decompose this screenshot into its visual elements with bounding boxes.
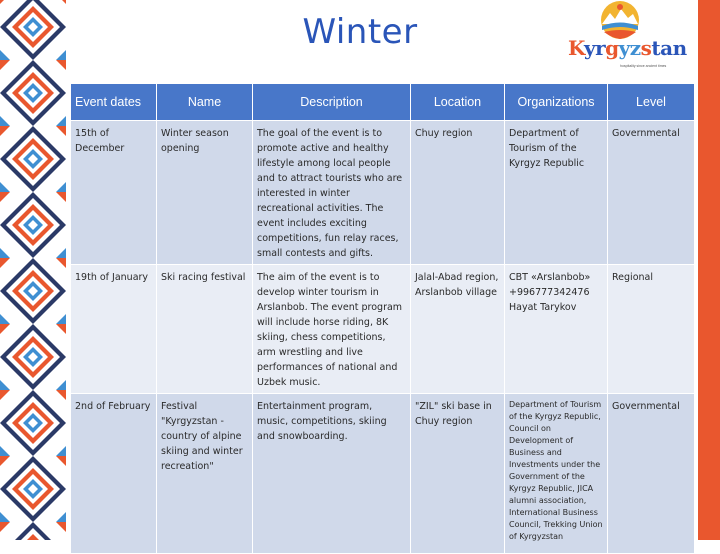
logo-tagline: hospitality since ancient times — [620, 64, 667, 68]
cell-level: Governmental — [608, 121, 695, 265]
accent-bar — [698, 0, 720, 540]
page-title: Winter — [302, 12, 418, 52]
decorative-pattern — [0, 0, 66, 540]
cell-level: Regional — [608, 265, 695, 394]
cell-level: Governmental — [608, 394, 695, 554]
cell-name: Festival "Kyrgyzstan - country of alpine skiing and winter recreation" — [157, 394, 253, 554]
header-level: Level — [608, 84, 695, 121]
cell-date: 19th of January — [71, 265, 157, 394]
cell-description: The goal of the event is to promote active and healthy lifestyle among local people and to attract tourists who are interested in winter recreational activities. The event includes exciting competitions, fun relay races, small contests and gifts. — [253, 121, 411, 265]
cell-name: Ski racing festival — [157, 265, 253, 394]
table-row — [71, 121, 695, 265]
cell-location: Jalal-Abad region, Arslanbob village — [411, 265, 505, 394]
logo-emblem-icon — [568, 0, 686, 40]
cell-date: 15th of December — [71, 121, 157, 265]
cell-description: Entertainment program, music, competitions, skiing and snowboarding. — [253, 394, 411, 554]
cell-date: 2nd of February — [71, 394, 157, 554]
header-description: Description — [253, 84, 411, 121]
logo-wordmark: Kyrgyzstan — [568, 36, 687, 60]
header-location: Location — [411, 84, 505, 121]
table-row — [71, 394, 695, 554]
table-header-row — [71, 84, 695, 121]
table-row — [71, 265, 695, 394]
events-table — [70, 83, 695, 554]
cell-organizations: Department of Tourism of the Kyrgyz Republic, Council on Development of Business and Investments under the Government of the Kyrgyz Republic, JICA alumni association, International Business Council, Trekking Union of Kyrgyzstan — [505, 394, 608, 554]
cell-location: "ZIL" ski base in Chuy region — [411, 394, 505, 554]
cell-description: The aim of the event is to develop winter tourism in Arslanbob. The event program will include horse riding, 8K skiing, chess competitions, arm wrestling and live performances of national and Uzbek music. — [253, 265, 411, 394]
header-organizations: Organizations — [505, 84, 608, 121]
cell-location: Chuy region — [411, 121, 505, 265]
header-event-dates: Event dates — [71, 84, 157, 121]
header-name: Name — [157, 84, 253, 121]
kyrgyzstan-logo — [568, 0, 686, 80]
cell-organizations: CBT «Arslanbob» +996777342476 Hayat Tarykov — [505, 265, 608, 394]
cell-name: Winter season opening — [157, 121, 253, 265]
cell-organizations: Department of Tourism of the Kyrgyz Republic — [505, 121, 608, 265]
